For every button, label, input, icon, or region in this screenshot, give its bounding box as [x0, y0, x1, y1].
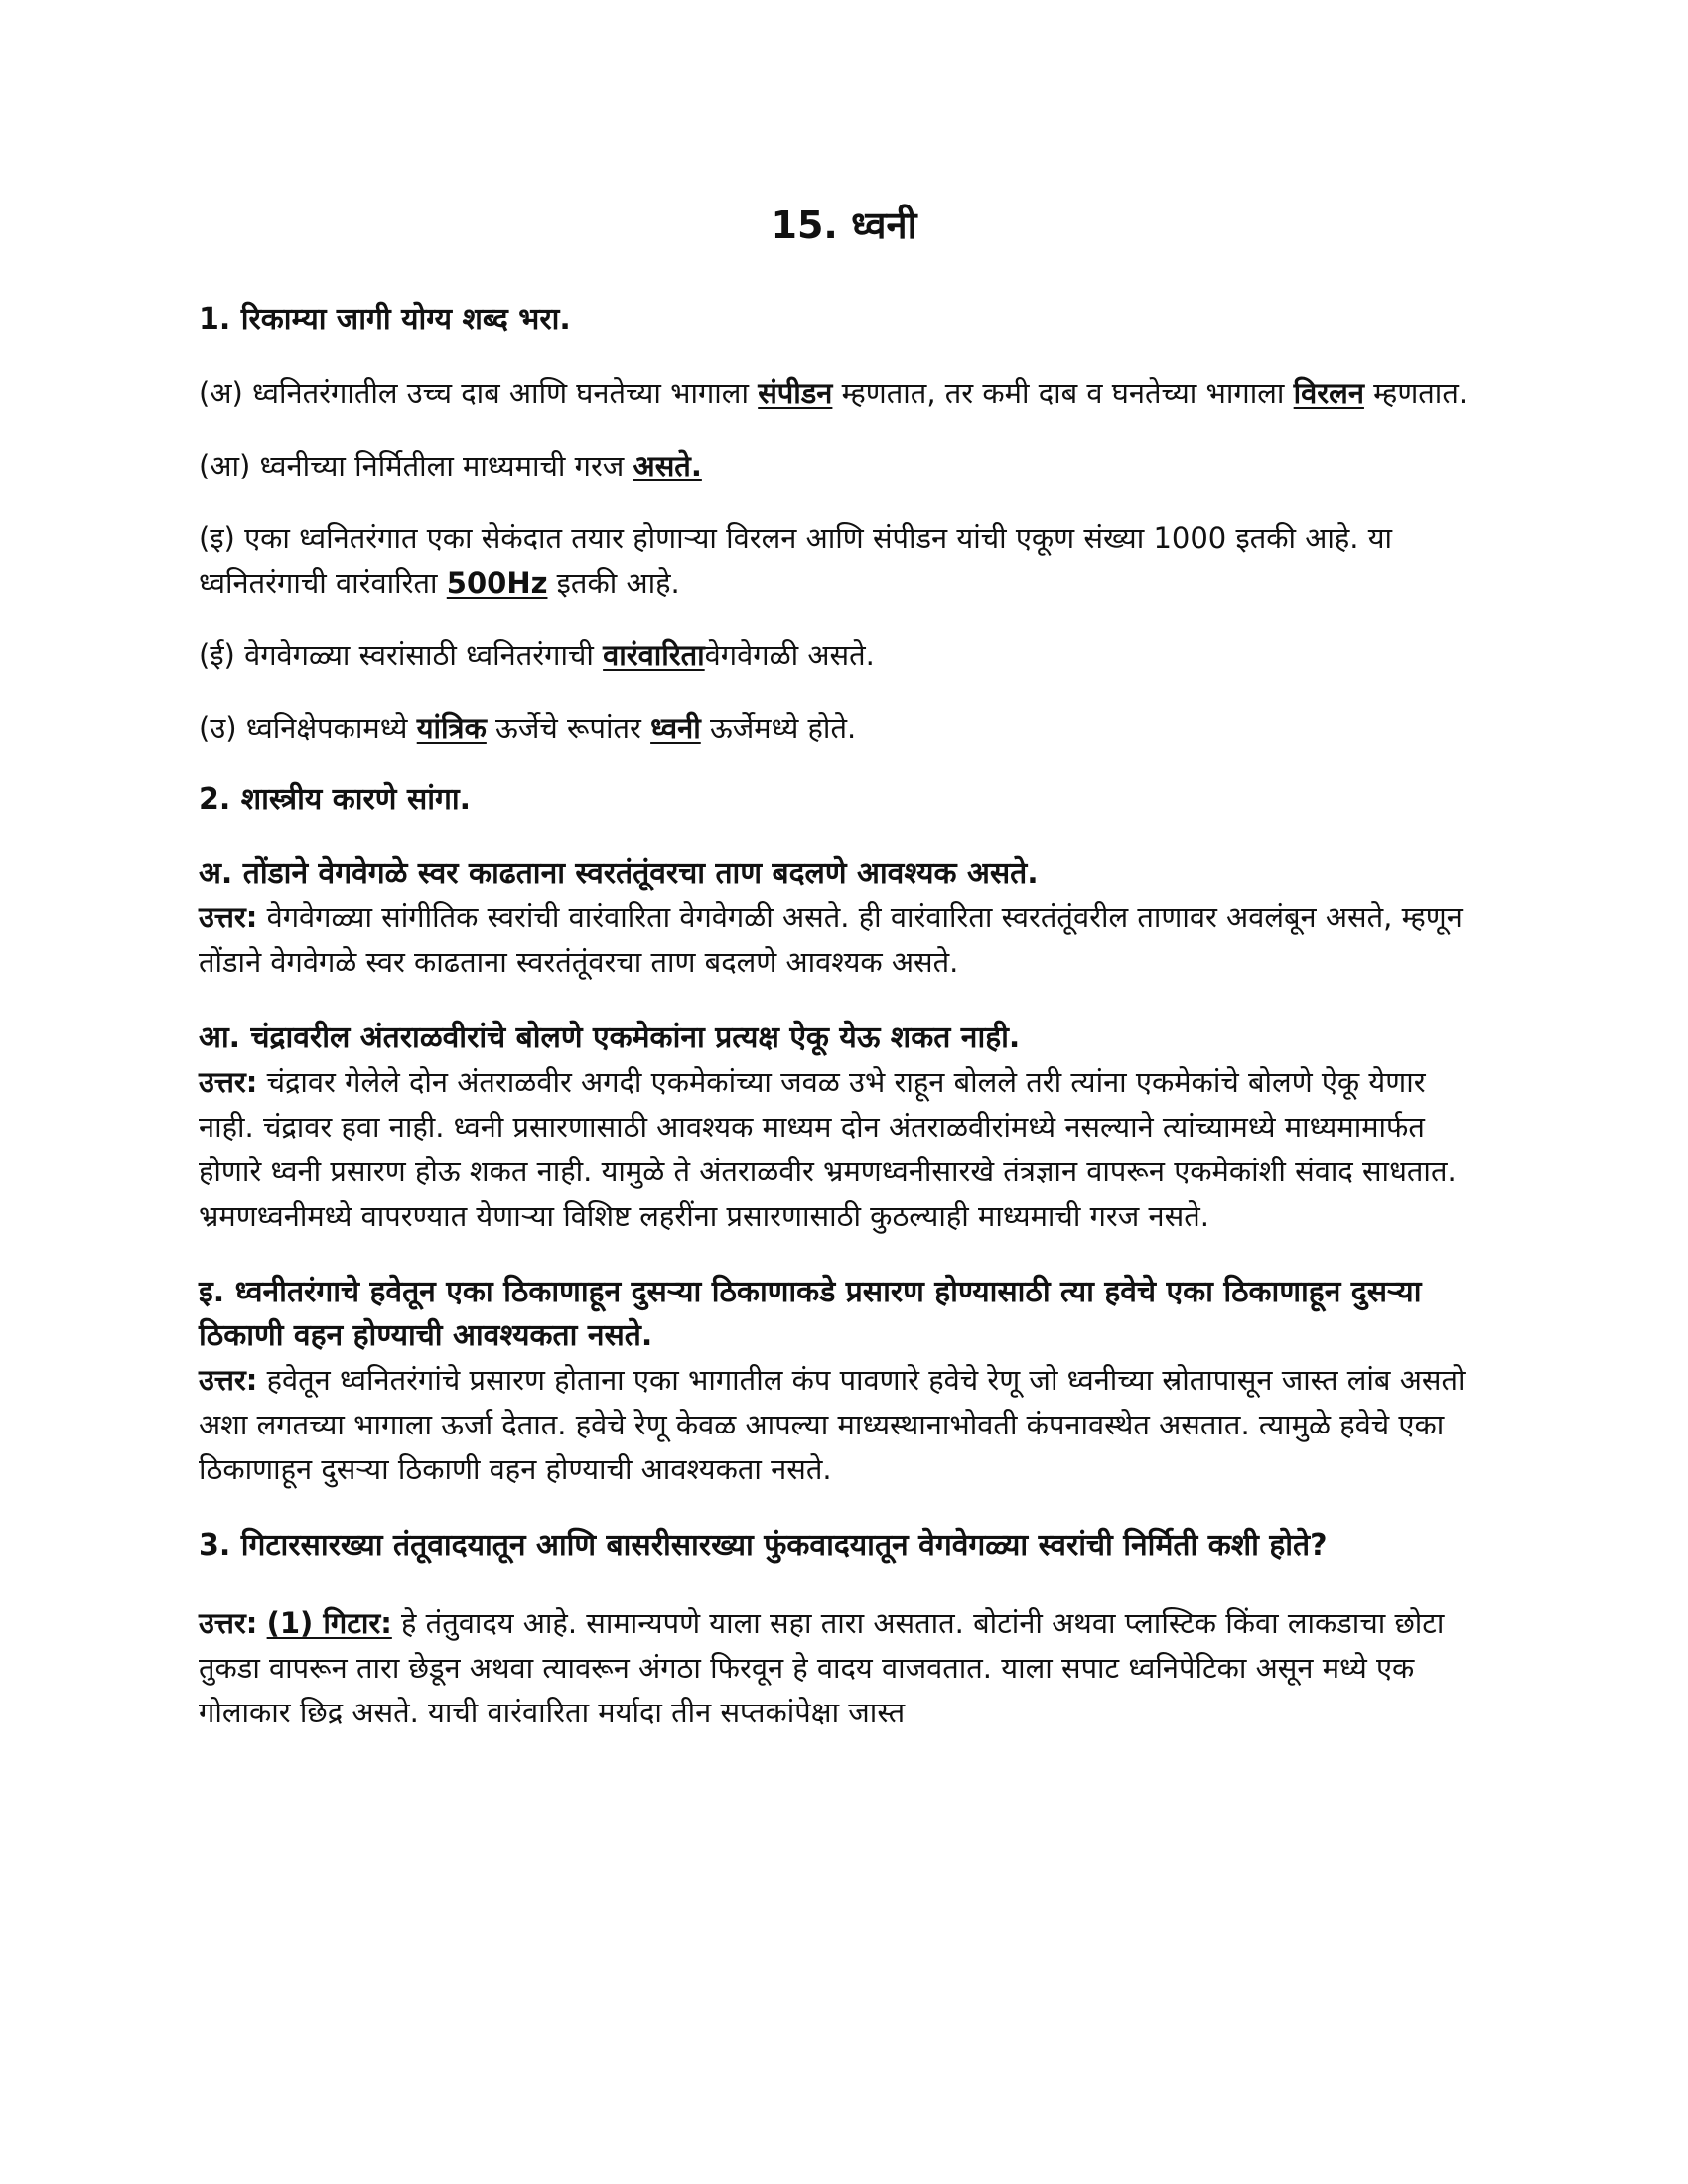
- text: (इ) एका ध्वनितरंगात एका सेकंदात तयार होणाऱ्या विरलन आणि संपीडन यांची एकूण संख्या 1000 इतकी आहे. या ध्वनितरंगाची वारंवारिता: [199, 521, 1393, 600]
- text: इतकी आहे.: [547, 566, 680, 600]
- fill-blank-i: [199, 516, 1489, 606]
- fill-blank-ii: [199, 633, 1489, 678]
- answer-label: उत्तर:: [199, 1065, 258, 1099]
- text: (ई) वेगवेगळ्या स्वरांसाठी ध्वनितरंगाची: [199, 638, 604, 672]
- answer-text: वेगवेगळ्या सांगीतिक स्वरांची वारंवारिता वेगवेगळी असते. ही वारंवारिता स्वरतंतूंवरील ताणावर अवलंबून असते, म्हणून तोंडाने वेगवेगळे स्वर काढताना स्वरतंतूंवरचा ताण बदलणे आवश्यक असते.: [199, 900, 1463, 979]
- page-title: 15. ध्वनी: [771, 204, 917, 247]
- text: म्हणतात, तर कमी दाब व घनतेच्या भागाला: [832, 376, 1294, 410]
- answer-word: वारंवारिता: [603, 638, 705, 672]
- text: वेगवेगळी असते.: [704, 638, 875, 672]
- answer-text: चंद्रावर गेलेले दोन अंतराळवीर अगदी एकमेकांच्या जवळ उभे राहून बोलले तरी त्यांना एकमेकांचे बोलणे ऐकू येणार नाही. चंद्रावर हवा नाही. ध्वनी प्रसारणासाठी आवश्यक माध्यम दोन अंतराळवीरांमध्ये नसल्याने त्यांच्यामध्ये माध्यमामार्फत होणारे ध्वनी प्रसारण होऊ शकत नाही. यामुळे ते अंतराळवीर भ्रमणध्वनीसारखे तंत्रज्ञान वापरून एकमेकांशी संवाद साधतात. भ्रमणध्वनीमध्ये वापरण्यात येणाऱ्या विशिष्ट लहरींना प्रसारणासाठी कुठल्याही माध्यमाची गरज नसते.: [199, 1065, 1457, 1233]
- answer-i: [199, 1358, 1489, 1492]
- answer-label: उत्तर:: [199, 1606, 258, 1640]
- item-label-guitar: (1) गिटार:: [266, 1606, 392, 1640]
- answer-word: संपीडन: [758, 376, 833, 410]
- question-i: इ. ध्वनीतरंगाचे हवेतून एका ठिकाणाहून दुसऱ्या ठिकाणाकडे प्रसारण होण्यासाठी त्या हवेचे एका ठिकाणाहून दुसऱ्या ठिकाणी वहन होण्याची आवश्यकता नसते.: [199, 1275, 1422, 1353]
- answer-label: उत्तर:: [199, 1363, 258, 1397]
- fill-blank-aa: [199, 444, 1489, 488]
- text: ऊर्जेचे रूपांतर: [486, 711, 651, 745]
- answer-section-3: [199, 1601, 1489, 1735]
- answer-word: 500Hz: [446, 566, 548, 600]
- section-3-heading: 3. गिटारसारख्या तंतूवादयातून आणि बासरीसारख्या फुंकवादयातून वेगवेगळ्या स्वरांची निर्मिती कशी होते?: [199, 1528, 1328, 1563]
- text: म्हणतात.: [1363, 376, 1469, 410]
- document-page: [199, 199, 1489, 1767]
- answer-word: विरलन: [1293, 376, 1364, 410]
- answer-text: हवेतून ध्वनितरंगांचे प्रसारण होताना एका भागातील कंप पावणारे हवेचे रेणू जो ध्वनीच्या स्रोतापासून जास्त लांब असतो अशा लगतच्या भागाला ऊर्जा देतात. हवेचे रेणू केवळ आपल्या माध्यस्थानाभोवती कंपनावस्थेत असतात. त्यामुळे हवेचे एका ठिकाणाहून दुसऱ्या ठिकाणी वहन होण्याची आवश्यकता नसते.: [199, 1363, 1466, 1486]
- text: ऊर्जेमध्ये होते.: [700, 711, 857, 745]
- question-aa: आ. चंद्रावरील अंतराळवीरांचे बोलणे एकमेकांना प्रत्यक्ष ऐकू येऊ शकत नाही.: [199, 1021, 1021, 1055]
- section-2-heading: 2. शास्त्रीय कारणे सांगा.: [199, 782, 472, 817]
- fill-blank-a: [199, 371, 1489, 416]
- answer-word: असते.: [633, 449, 702, 482]
- fill-blank-u: [199, 706, 1489, 751]
- section-1-heading: 1. रिकाम्या जागी योग्य शब्द भरा.: [199, 302, 571, 337]
- text: (उ) ध्वनिक्षेपकामध्ये: [199, 711, 417, 745]
- answer-a: [199, 895, 1489, 985]
- text: (अ) ध्वनितरंगातील उच्च दाब आणि घनतेच्या भागाला: [199, 376, 759, 410]
- answer-aa: [199, 1060, 1489, 1239]
- answer-word: ध्वनी: [650, 711, 701, 745]
- answer-text: हे तंतुवादय आहे. सामान्यपणे याला सहा तारा असतात. बोटांनी अथवा प्लास्टिक किंवा लाकडाचा छोटा तुकडा वापरून तारा छेडून अथवा त्यावरून अंगठा फिरवून हे वादय वाजवतात. याला सपाट ध्वनिपेटिका असून मध्ये एक गोलाकार छिद्र असते. याची वारंवारिता मर्यादा तीन सप्तकांपेक्षा जास्त: [199, 1606, 1445, 1729]
- answer-word: यांत्रिक: [416, 711, 487, 745]
- question-a: अ. तोंडाने वेगवेगळे स्वर काढताना स्वरतंतूंवरचा ताण बदलणे आवश्यक असते.: [199, 856, 1039, 890]
- answer-label: उत्तर:: [199, 900, 258, 934]
- text: (आ) ध्वनीच्या निर्मितीला माध्यमाची गरज: [199, 449, 633, 482]
